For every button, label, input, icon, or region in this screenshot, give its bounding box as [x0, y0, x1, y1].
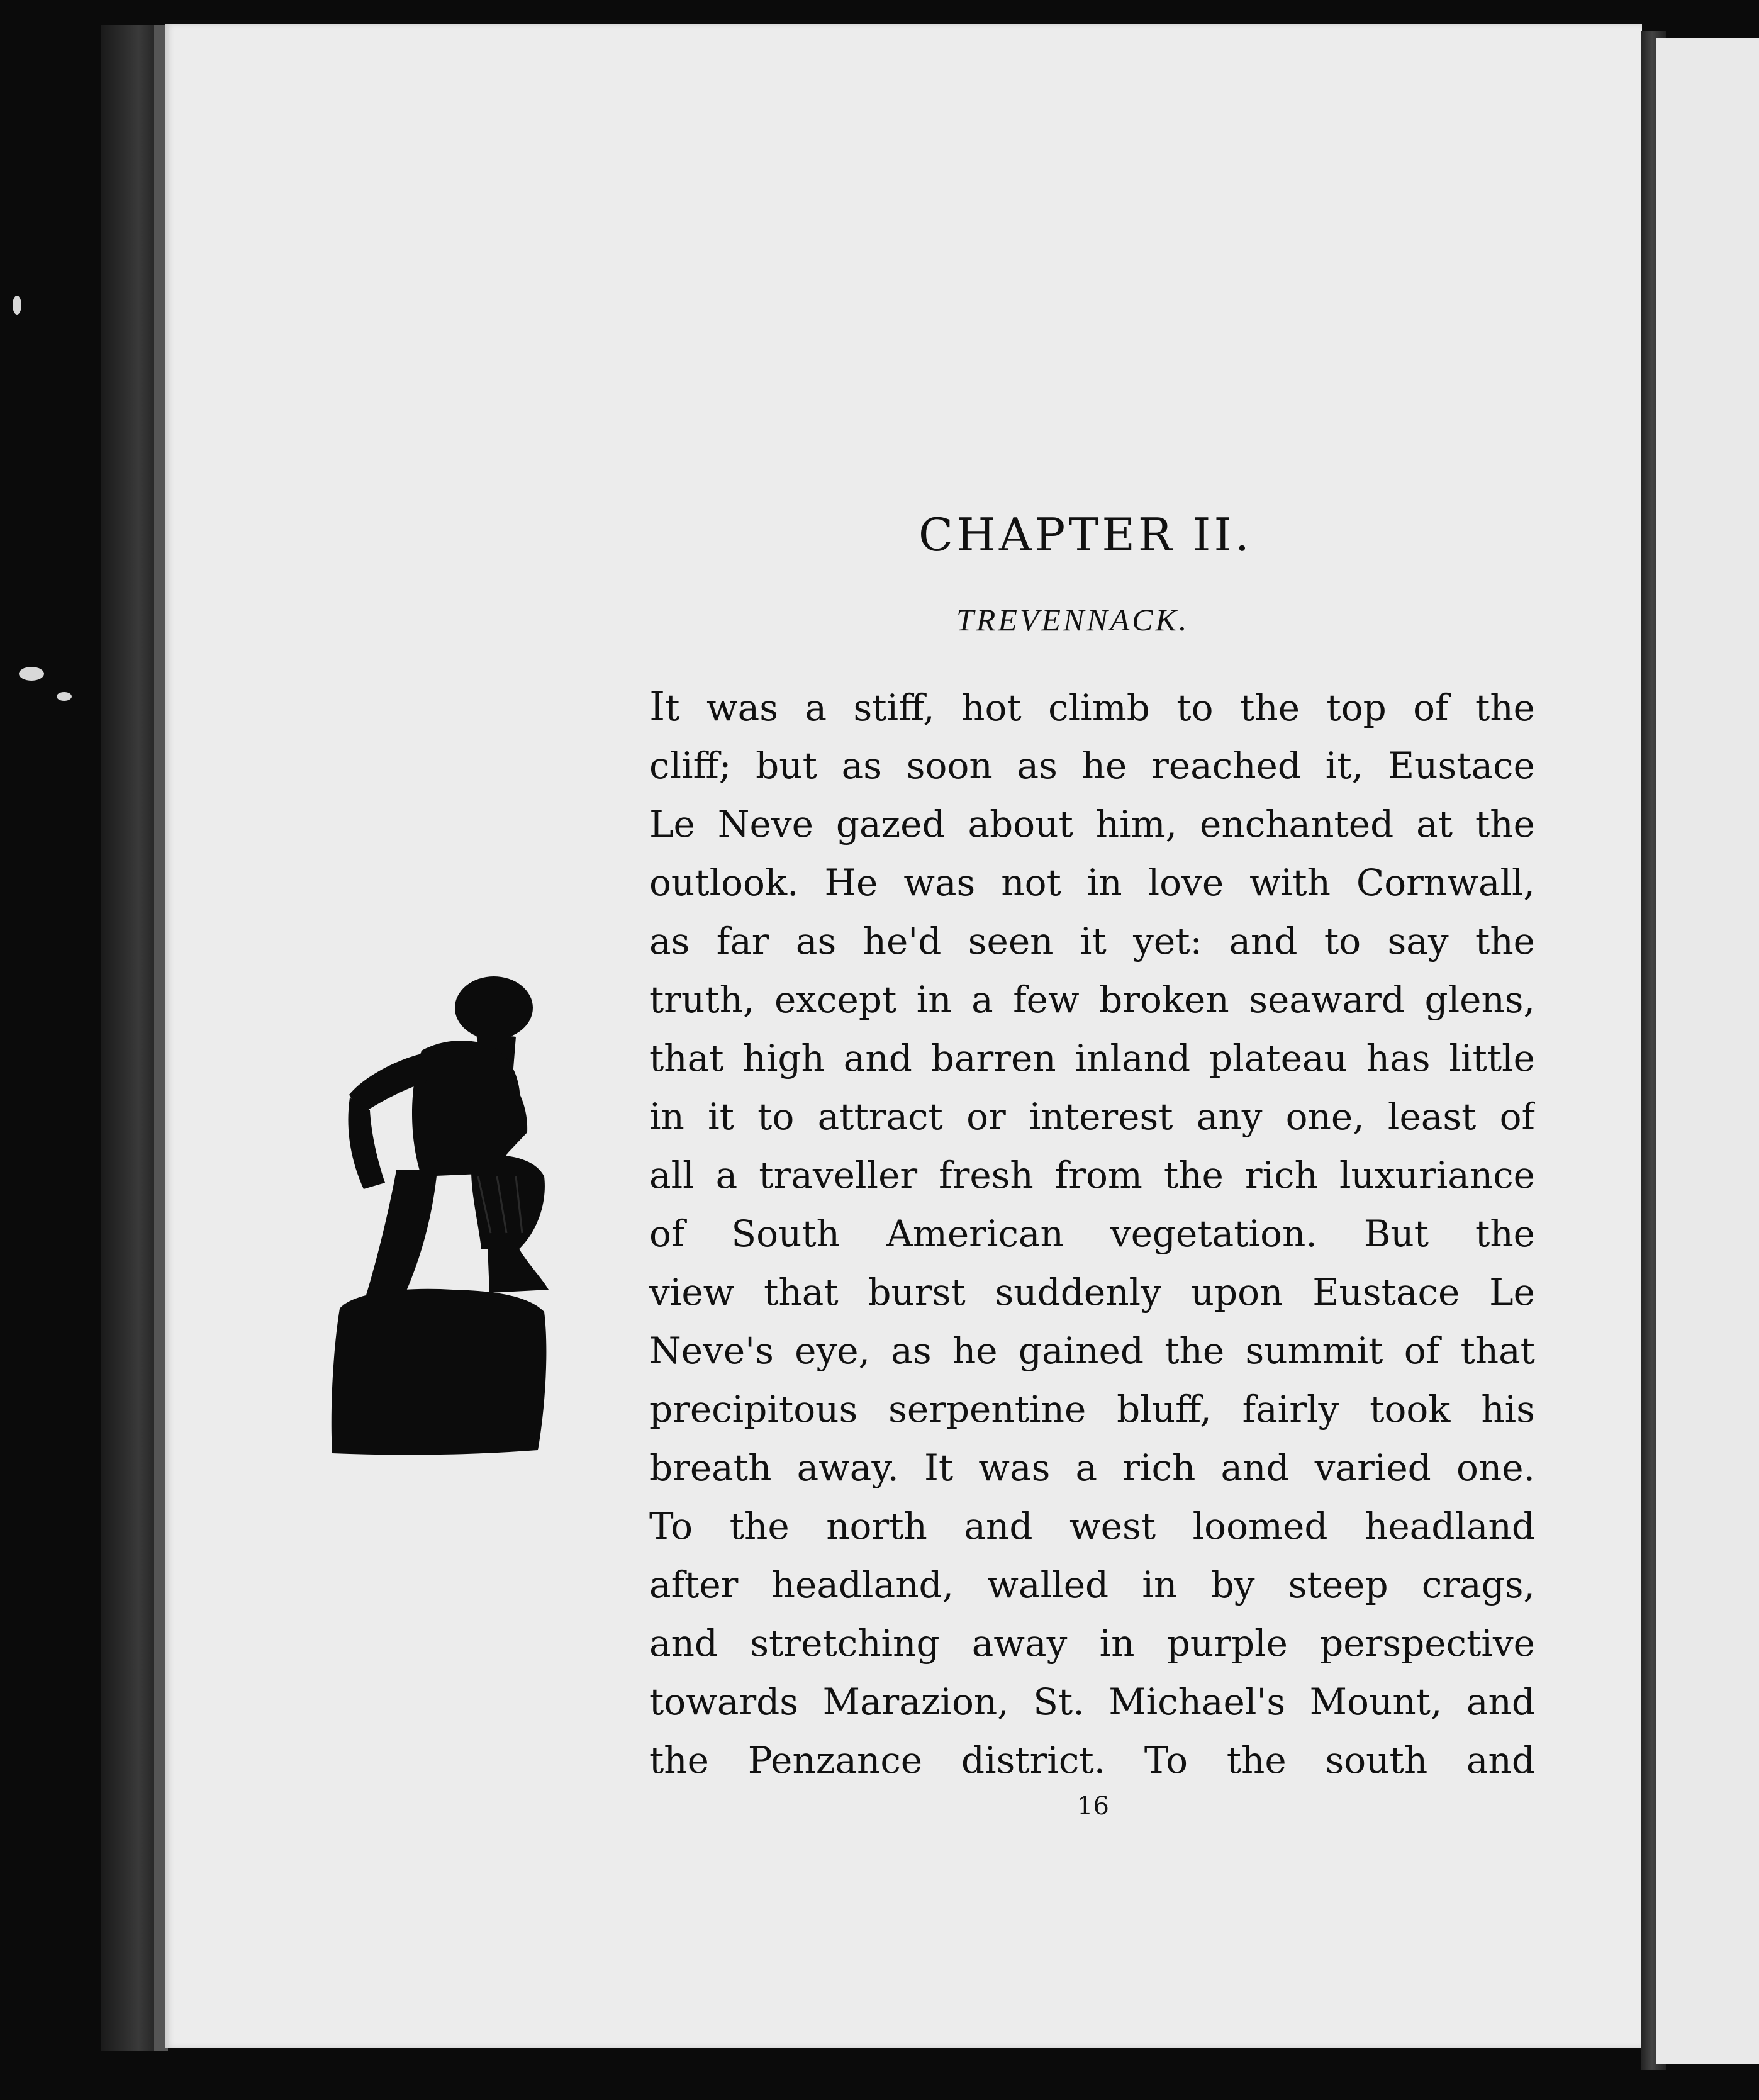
text-line: breath away. It was a rich and varied one.: [649, 1446, 1535, 1489]
chapter-title: CHAPTER II.: [919, 508, 1253, 561]
text-line: outlook. He was not in love with Cornwall,: [649, 861, 1535, 904]
text-line: truth, except in a few broken seaward glens,: [649, 978, 1535, 1021]
text-line: all a traveller fresh from the rich luxuriance: [649, 1154, 1535, 1197]
text-line: as far as he'd seen it yet: and to say the: [649, 920, 1535, 963]
text-line: in it to attract or interest any one, least of: [649, 1095, 1535, 1138]
man-on-rock-silhouette-icon: [327, 969, 554, 1460]
text-line: precipitous serpentine bluff, fairly took his: [649, 1388, 1535, 1431]
text-line: cliff; but as soon as he reached it, Eustace: [649, 744, 1535, 787]
text-line: Le Neve gazed about him, enchanted at the: [649, 803, 1535, 846]
text-line: that high and barren inland plateau has little: [649, 1037, 1535, 1080]
chapter-subtitle: TREVENNACK.: [956, 602, 1190, 637]
text-line: after headland, walled in by steep crags,: [649, 1563, 1535, 1606]
text-line: towards Marazion, St. Michael's Mount, and: [649, 1680, 1535, 1723]
body-text: [649, 678, 1535, 1790]
margin-speck: [57, 692, 72, 701]
text-line: It was a stiff, hot climb to the top of the: [649, 684, 1535, 730]
page-number: 16: [1077, 1792, 1109, 1821]
text-line: view that burst suddenly upon Eustace Le: [649, 1271, 1535, 1314]
text-line: and stretching away in purple perspective: [649, 1622, 1535, 1665]
text-line: of South American vegetation. But the: [649, 1212, 1535, 1255]
margin-speck: [19, 667, 44, 681]
text-line: To the north and west loomed headland: [649, 1505, 1535, 1548]
margin-speck: [13, 296, 21, 315]
next-page-edge: [1656, 38, 1759, 2064]
text-line: Neve's eye, as he gained the summit of that: [649, 1329, 1535, 1372]
text-line: the Penzance district. To the south and: [649, 1739, 1535, 1782]
